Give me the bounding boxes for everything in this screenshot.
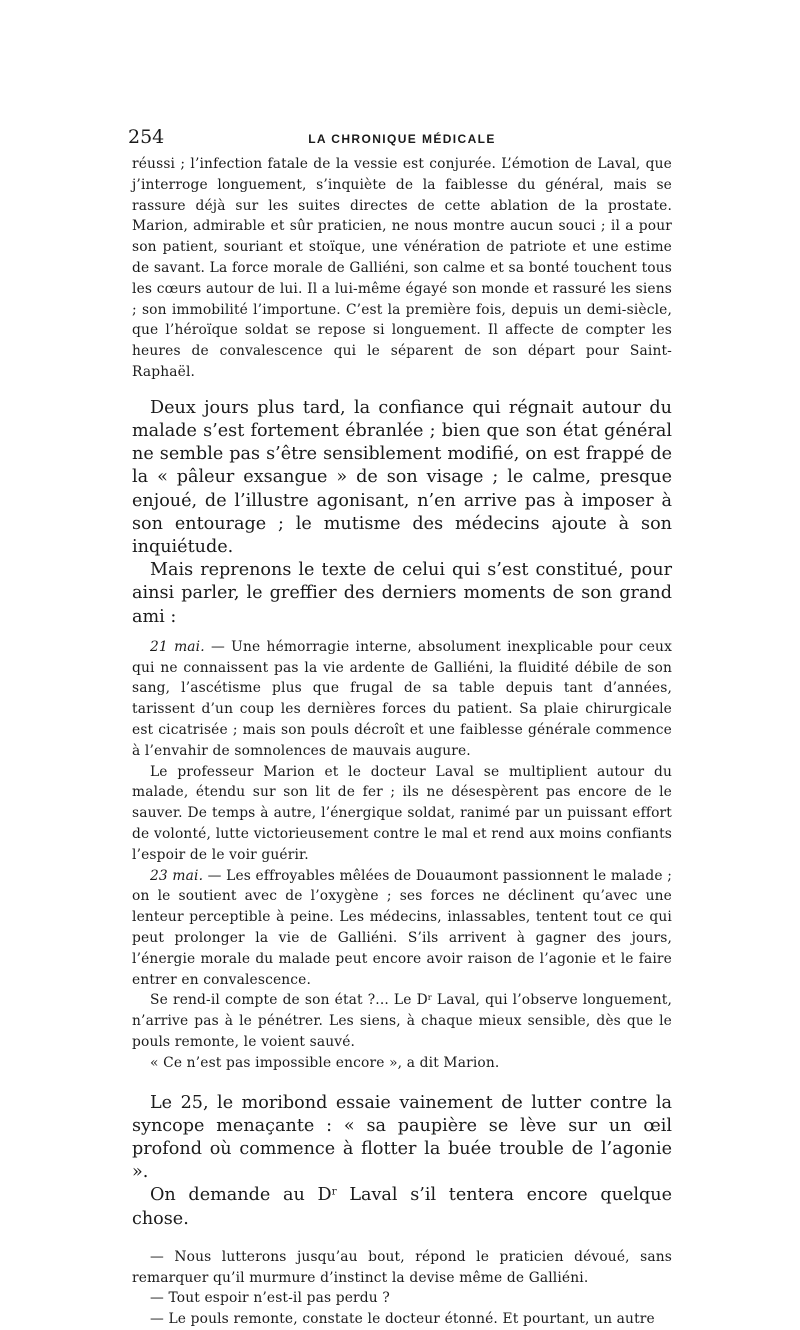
book-page <box>128 126 672 1330</box>
entry-text: — Les effroyables mêlées de Douaumont passionnent le malade ; on le soutient avec de l’oxygène ; ses forces ne déclinent qu’avec une lenteur perceptible à peine. Les médecins, inlassables, tentent tout ce qui peut prolonger la vie de Galliéni. S’ils arrivent à gagner des jours, l’énergie morale du malade peut encore avoir raison de l’agonie et le faire entrer en convalescence. <box>132 867 672 988</box>
dialogue-line: — Tout espoir n’est-il pas perdu ? <box>150 1290 390 1307</box>
dialogue-line: — Nous lutterons jusqu’au bout, répond le praticien dévoué, sans remarquer qu’il murmure d’instinct la devise même de Galliéni. <box>132 1248 672 1286</box>
dialogue-block <box>132 1247 672 1330</box>
journal-entries-block <box>132 637 672 1074</box>
quotation: « Ce n’est pas impossible encore », a dit Marion. <box>150 1054 500 1071</box>
journal-entry <box>132 866 672 991</box>
journal-entry <box>132 637 672 762</box>
narrative-block <box>132 397 672 629</box>
paragraph: Le 25, le moribond essaie vainement de lutter contre la syncope menaçante : « sa paupière se lève sur un œil profond où commence à flotter la buée trouble de l’agonie ». <box>132 1092 672 1183</box>
entry-date: 21 mai. <box>150 638 205 655</box>
entry-date: 23 mai. <box>150 867 204 884</box>
paragraph: On demande au $D^r$ Laval s’il tentera encore quelque chose. <box>132 1185 672 1229</box>
paragraph: Deux jours plus tard, la confiance qui régnait autour du malade s’est fortement ébranlée ; bien que son état général ne semble pas s’être sensiblement modifié, on est frappé de la « pâleur exsangue » de son visage ; le calme, presque enjoué, de l’illustre agonisant, n’en arrive pas à imposer à son entourage ; le mutisme des médecins ajoute à son inquiétude. <box>132 397 672 557</box>
paragraph: Mais reprenons le texte de celui qui s’est constitué, pour ainsi parler, le greffier des derniers moments de son grand ami : <box>132 560 672 627</box>
opening-paragraph-block <box>132 154 672 383</box>
dialogue-line: — Le pouls remonte, constate le docteur étonné. Et pourtant, un autre <box>150 1311 655 1328</box>
running-head: LA CHRONIQUE MÉDICALE <box>308 132 496 146</box>
paragraph: Le professeur Marion et le docteur Laval se multiplient autour du malade, étendu sur son lit de fer ; ils ne désespèrent pas encore de le sauver. De temps à autre, l’énergique soldat, ranimé par un puissant effort de volonté, lutte victorieusement contre le mal et rend aux moins confiants l’espoir de le voir guérir. <box>132 763 672 863</box>
paragraph: réussi ; l’infection fatale de la vessie est conjurée. L’émotion de Laval, que j’interroge longuement, s’inquiète de la faiblesse du général, mais se rassure déjà sur les suites directes de cette ablation de la prostate. Marion, admirable et sûr praticien, ne nous montre aucun souci ; il a pour son patient, souriant et stoïque, une vénération de patriote et une estime de savant. La force morale de Galliéni, son calme et sa bonté touchent tous les cœurs autour de lui. Il a lui-même égayé son monde et rassuré les siens ; son immobilité l’importune. C’est la première fois, depuis un demi-siècle, que l’héroïque soldat se repose si longuement. Il affecte de compter les heures de convalescence qui le séparent de son départ pour Saint-Raphaël. <box>132 156 672 380</box>
page-number: 254 <box>128 126 165 148</box>
paragraph: Se rend-il compte de son état ?... Le $D^r$ Laval, qui l’observe longuement, n’arrive pas à le pénétrer. Les siens, à chaque mieux sensible, dès que le pouls remonte, le voient sauvé. <box>132 992 672 1050</box>
page-header <box>128 126 672 154</box>
narrative-block-2 <box>132 1092 672 1231</box>
entry-text: — Une hémorragie interne, absolument inexplicable pour ceux qui ne connaissent pas la vie ardente de Galliéni, la fluidité débile de son sang, l’ascétisme plus que frugal de sa table depuis tant d’années, tarissent d’un coup les dernières forces du patient. Sa plaie chirurgicale est cicatrisée ; mais son pouls décroît et une faiblesse générale commence à l’envahir de somnolences de mauvais augure. <box>132 638 672 759</box>
